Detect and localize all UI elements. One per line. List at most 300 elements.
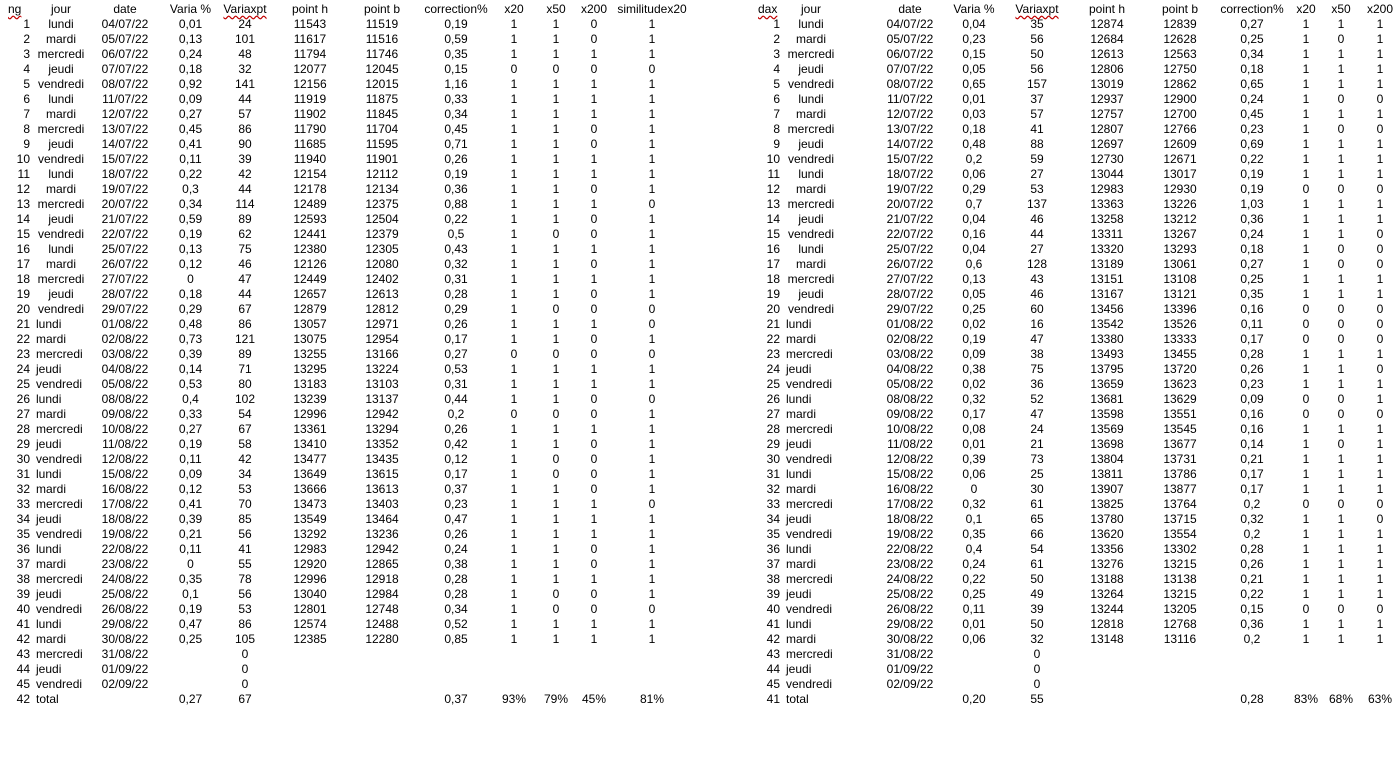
cell-x50[interactable]: 1 <box>552 527 560 541</box>
cell-correction[interactable]: 0,22 <box>444 212 468 226</box>
cell-ng[interactable]: 43 <box>16 647 30 661</box>
cell-x50[interactable]: 0 <box>552 452 560 466</box>
cell-ng[interactable]: 17 <box>16 257 30 271</box>
cell-x20[interactable]: 1 <box>1302 107 1310 121</box>
cell-jour[interactable]: mercredi <box>36 422 83 436</box>
cell-point-h[interactable]: 13292 <box>293 527 327 541</box>
cell-variaxpt[interactable]: 34 <box>238 467 252 481</box>
cell-date[interactable]: 08/07/22 <box>101 77 149 91</box>
cell-point-b[interactable]: 13302 <box>1163 542 1197 556</box>
cell-x50[interactable]: 0 <box>552 347 560 361</box>
cell-ng[interactable]: 42 <box>16 632 30 646</box>
cell-x50[interactable]: 1 <box>552 257 560 271</box>
cell-ng[interactable]: 33 <box>766 497 780 511</box>
cell-point-h[interactable]: 13569 <box>1090 422 1124 436</box>
cell-x200[interactable]: 1 <box>1376 467 1384 481</box>
cell-ng[interactable]: 41 <box>16 617 30 631</box>
cell-ng[interactable]: 13 <box>16 197 30 211</box>
cell-date[interactable]: 29/08/22 <box>101 617 149 631</box>
cell-date[interactable]: 27/07/22 <box>886 272 934 286</box>
cell-date[interactable]: 22/08/22 <box>101 542 149 556</box>
cell-variaxpt[interactable]: 56 <box>1030 62 1044 76</box>
cell-variaxpt[interactable]: 57 <box>238 107 252 121</box>
cell-date[interactable]: 11/07/22 <box>102 92 148 106</box>
cell-point-h[interactable] <box>1082 662 1132 677</box>
cell-varia[interactable]: 0,33 <box>178 407 203 421</box>
cell-varia[interactable]: 0,01 <box>178 17 203 31</box>
cell-x200[interactable]: 1 <box>590 632 598 646</box>
cell-correction[interactable]: 0,59 <box>444 32 468 46</box>
cell-date[interactable]: 09/08/22 <box>886 407 934 421</box>
cell-x20[interactable]: 1 <box>510 137 518 151</box>
cell-x20[interactable]: 1 <box>510 617 518 631</box>
cell-date[interactable]: 30/08/22 <box>886 632 934 646</box>
cell-point-b[interactable]: 13629 <box>1163 392 1197 406</box>
cell-variaxpt[interactable]: 137 <box>1026 197 1048 211</box>
cell-variaxpt[interactable]: 37 <box>1030 92 1044 106</box>
cell-x20[interactable]: 1 <box>510 632 518 646</box>
cell-date[interactable]: 26/08/22 <box>886 602 934 616</box>
cell-point-b[interactable]: 13212 <box>1163 212 1197 226</box>
cell-similitude[interactable]: 1 <box>648 542 656 556</box>
cell-point-h[interactable]: 12380 <box>293 242 327 256</box>
cell-date[interactable]: 08/08/22 <box>886 392 934 406</box>
cell-point-h[interactable]: 13666 <box>293 482 327 496</box>
cell-jour[interactable]: mercredi <box>786 647 833 661</box>
cell-varia[interactable]: 0,18 <box>178 287 203 301</box>
cell-date[interactable]: 08/08/22 <box>101 392 149 406</box>
cell-date[interactable]: 18/07/22 <box>886 167 934 181</box>
cell-ng[interactable]: 3 <box>773 47 780 61</box>
cell-ng[interactable]: 42 <box>766 632 780 646</box>
cell-point-h[interactable]: 13681 <box>1090 392 1124 406</box>
cell-point-b[interactable]: 13435 <box>365 452 399 466</box>
cell-jour[interactable]: mardi <box>795 257 826 271</box>
cell-varia[interactable]: 0,19 <box>178 437 203 451</box>
cell-x200[interactable]: 0 <box>1376 317 1384 331</box>
cell-jour[interactable]: jeudi <box>786 437 812 451</box>
cell-jour[interactable]: mercredi <box>36 572 83 586</box>
cell-varia[interactable]: 0,09 <box>178 92 203 106</box>
cell-correction[interactable]: 0,28 <box>1240 347 1264 361</box>
cell-ng[interactable]: 11 <box>767 167 780 181</box>
cell-x200[interactable]: 0 <box>590 392 598 406</box>
cell-jour[interactable]: lundi <box>798 242 824 256</box>
cell-point-h[interactable]: 12126 <box>293 257 327 271</box>
header-date[interactable]: date <box>113 2 137 16</box>
cell-date[interactable]: 25/07/22 <box>886 242 934 256</box>
total-date[interactable] <box>880 692 940 707</box>
cell-point-h[interactable]: 12983 <box>293 542 327 556</box>
cell-x20[interactable] <box>1294 647 1318 662</box>
cell-x20[interactable]: 0 <box>510 347 518 361</box>
cell-ng[interactable]: 32 <box>16 482 30 496</box>
cell-x20[interactable]: 1 <box>510 317 518 331</box>
cell-point-h[interactable]: 13044 <box>1090 167 1124 181</box>
cell-varia[interactable]: 0,18 <box>962 122 986 136</box>
cell-jour[interactable]: vendredi <box>786 377 833 391</box>
cell-jour[interactable]: lundi <box>786 617 812 631</box>
cell-ng[interactable]: 17 <box>766 257 780 271</box>
cell-x200[interactable]: 0 <box>590 287 598 301</box>
cell-ng[interactable]: 1 <box>23 17 30 31</box>
cell-correction[interactable]: 0,17 <box>1240 467 1264 481</box>
cell-variaxpt[interactable]: 44 <box>1030 227 1044 241</box>
cell-ng[interactable]: 41 <box>766 617 780 631</box>
cell-x20[interactable]: 1 <box>510 227 518 241</box>
cell-ng[interactable]: 5 <box>773 77 780 91</box>
cell-x200[interactable]: 0 <box>1376 302 1384 316</box>
cell-variaxpt[interactable]: 0 <box>241 647 249 661</box>
cell-jour[interactable]: vendredi <box>786 527 833 541</box>
cell-jour[interactable]: mercredi <box>786 347 833 361</box>
cell-variaxpt[interactable]: 101 <box>234 32 256 46</box>
cell-varia[interactable]: 0,29 <box>178 302 203 316</box>
cell-date[interactable]: 05/07/22 <box>101 32 149 46</box>
cell-variaxpt[interactable]: 50 <box>1030 47 1044 61</box>
cell-variaxpt[interactable]: 86 <box>238 317 252 331</box>
cell-ng[interactable]: 34 <box>16 512 30 526</box>
cell-similitude[interactable]: 1 <box>648 182 656 196</box>
cell-x50[interactable]: 1 <box>552 32 560 46</box>
cell-point-h[interactable]: 13907 <box>1090 482 1124 496</box>
cell-point-b[interactable]: 13764 <box>1163 497 1197 511</box>
cell-point-h[interactable]: 13188 <box>1090 572 1124 586</box>
cell-x50[interactable]: 1 <box>1337 482 1345 496</box>
cell-x50[interactable]: 1 <box>552 332 560 346</box>
cell-point-b[interactable]: 13551 <box>1163 407 1197 421</box>
cell-varia[interactable]: 0,59 <box>178 212 203 226</box>
cell-x20[interactable]: 1 <box>510 212 518 226</box>
cell-x20[interactable]: 1 <box>510 182 518 196</box>
cell-ng[interactable]: 20 <box>766 302 780 316</box>
cell-date[interactable]: 19/07/22 <box>886 182 934 196</box>
cell-date[interactable]: 23/08/22 <box>886 557 934 571</box>
cell-point-h[interactable]: 13363 <box>1090 197 1124 211</box>
cell-x50[interactable]: 1 <box>552 197 560 211</box>
cell-date[interactable]: 17/08/22 <box>886 497 934 511</box>
cell-point-h[interactable]: 13320 <box>1090 242 1124 256</box>
cell-correction[interactable]: 0,24 <box>1240 227 1264 241</box>
cell-varia[interactable]: 0,47 <box>178 617 203 631</box>
cell-x50[interactable]: 1 <box>552 137 560 151</box>
cell-correction[interactable]: 0,53 <box>444 362 468 376</box>
cell-jour[interactable]: lundi <box>48 242 74 256</box>
cell-ng[interactable]: 45 <box>766 677 780 691</box>
cell-variaxpt[interactable]: 54 <box>238 407 252 421</box>
cell-varia[interactable]: 0,02 <box>962 377 986 391</box>
cell-varia[interactable] <box>168 647 213 662</box>
cell-x200[interactable]: 1 <box>1376 167 1384 181</box>
cell-varia[interactable]: 0,11 <box>179 452 202 466</box>
cell-variaxpt[interactable]: 38 <box>1030 347 1044 361</box>
cell-x20[interactable]: 1 <box>1302 572 1310 586</box>
cell-x50[interactable]: 0 <box>1337 602 1345 616</box>
cell-point-h[interactable]: 13542 <box>1090 317 1124 331</box>
cell-point-h[interactable]: 13239 <box>293 392 327 406</box>
cell-x20[interactable]: 1 <box>1302 347 1310 361</box>
cell-x50[interactable]: 1 <box>552 107 560 121</box>
cell-jour[interactable]: mardi <box>45 182 76 196</box>
cell-x200[interactable]: 0 <box>590 122 598 136</box>
cell-ng[interactable]: 39 <box>766 587 780 601</box>
header-variaxpt[interactable]: Variaxpt <box>1015 2 1059 16</box>
cell-point-h[interactable]: 13493 <box>1090 347 1124 361</box>
cell-x200[interactable]: 0 <box>590 347 598 361</box>
cell-correction[interactable]: 0,26 <box>444 527 468 541</box>
cell-x20[interactable]: 0 <box>1302 602 1310 616</box>
cell-ng[interactable]: 18 <box>766 272 780 286</box>
cell-ng[interactable]: 26 <box>16 392 30 406</box>
cell-x50[interactable]: 1 <box>552 17 560 31</box>
cell-x200[interactable]: 0 <box>1376 512 1384 526</box>
cell-x20[interactable]: 1 <box>1302 257 1310 271</box>
cell-x20[interactable]: 1 <box>1302 377 1310 391</box>
cell-point-b[interactable]: 13396 <box>1163 302 1197 316</box>
cell-point-b[interactable]: 12748 <box>365 602 399 616</box>
cell-correction[interactable]: 0,17 <box>1240 332 1264 346</box>
cell-x50[interactable] <box>1327 677 1355 692</box>
cell-point-b[interactable]: 13623 <box>1163 377 1197 391</box>
cell-point-b[interactable] <box>357 677 407 692</box>
cell-point-b[interactable]: 11595 <box>365 137 399 151</box>
cell-x20[interactable]: 1 <box>510 122 518 136</box>
cell-date[interactable]: 03/08/22 <box>101 347 149 361</box>
cell-variaxpt[interactable]: 0 <box>241 677 249 691</box>
cell-x200[interactable]: 0 <box>1376 92 1384 106</box>
cell-ng[interactable]: 25 <box>766 377 780 391</box>
cell-ng[interactable]: 30 <box>16 452 30 466</box>
cell-x20[interactable]: 1 <box>1302 557 1310 571</box>
cell-date[interactable]: 16/08/22 <box>101 482 149 496</box>
cell-jour[interactable]: jeudi <box>36 662 62 676</box>
cell-similitude[interactable]: 1 <box>648 452 656 466</box>
cell-similitude[interactable]: 1 <box>648 377 656 391</box>
cell-correction[interactable]: 0,26 <box>444 422 468 436</box>
cell-jour[interactable]: jeudi <box>786 362 812 376</box>
cell-x200[interactable]: 1 <box>1376 377 1384 391</box>
cell-date[interactable]: 01/09/22 <box>886 662 934 676</box>
cell-varia[interactable] <box>950 647 998 662</box>
cell-similitude[interactable]: 1 <box>648 332 656 346</box>
cell-point-h[interactable]: 12156 <box>293 77 327 91</box>
cell-x20[interactable]: 1 <box>510 152 518 166</box>
cell-ng[interactable]: 2 <box>773 32 780 46</box>
cell-correction[interactable]: 1,03 <box>1240 197 1264 211</box>
cell-similitude[interactable]: 0 <box>648 392 656 406</box>
cell-x200[interactable] <box>1364 662 1396 677</box>
cell-variaxpt[interactable]: 121 <box>234 332 256 346</box>
cell-varia[interactable] <box>168 677 213 692</box>
cell-varia[interactable]: 0,17 <box>962 407 986 421</box>
cell-similitude[interactable]: 1 <box>648 77 656 91</box>
cell-point-b[interactable]: 13333 <box>1163 332 1197 346</box>
cell-similitude[interactable]: 1 <box>648 587 656 601</box>
cell-varia[interactable]: 0,23 <box>962 32 986 46</box>
cell-x50[interactable]: 0 <box>1337 182 1345 196</box>
cell-x50[interactable]: 1 <box>1337 587 1345 601</box>
cell-date[interactable]: 09/08/22 <box>101 407 149 421</box>
cell-point-h[interactable]: 12874 <box>1090 17 1124 31</box>
cell-correction[interactable]: 0,27 <box>1240 17 1264 31</box>
cell-point-h[interactable]: 13189 <box>1090 257 1124 271</box>
cell-point-b[interactable]: 12375 <box>365 197 399 211</box>
cell-variaxpt[interactable]: 27 <box>1030 242 1044 256</box>
cell-point-h[interactable]: 13410 <box>293 437 327 451</box>
cell-x50[interactable]: 1 <box>552 392 560 406</box>
cell-jour[interactable]: jeudi <box>48 287 74 301</box>
cell-point-h[interactable]: 13649 <box>293 467 327 481</box>
header-point-h[interactable]: point h <box>291 2 329 16</box>
cell-date[interactable]: 07/07/22 <box>101 62 149 76</box>
total-jour[interactable]: total <box>786 692 809 706</box>
cell-ng[interactable]: 3 <box>23 47 30 61</box>
cell-date[interactable]: 01/08/22 <box>101 317 149 331</box>
cell-x50[interactable] <box>541 647 571 662</box>
cell-x200[interactable]: 0 <box>1376 407 1384 421</box>
cell-correction[interactable] <box>420 647 492 662</box>
cell-x200[interactable]: 0 <box>590 602 598 616</box>
cell-x200[interactable]: 1 <box>590 497 598 511</box>
cell-variaxpt[interactable]: 50 <box>1030 572 1044 586</box>
cell-correction[interactable] <box>1216 662 1288 677</box>
cell-x50[interactable]: 0 <box>1337 122 1345 136</box>
cell-x50[interactable]: 1 <box>552 377 560 391</box>
cell-x50[interactable] <box>541 677 571 692</box>
cell-x20[interactable]: 1 <box>1302 617 1310 631</box>
cell-variaxpt[interactable]: 56 <box>1030 32 1044 46</box>
cell-varia[interactable]: 0,4 <box>965 542 983 556</box>
cell-jour[interactable]: mercredi <box>37 272 85 286</box>
cell-point-b[interactable]: 11704 <box>365 122 399 136</box>
cell-x200[interactable]: 1 <box>590 317 598 331</box>
cell-correction[interactable]: 0,25 <box>1240 272 1264 286</box>
cell-correction[interactable]: 0,24 <box>444 542 468 556</box>
cell-varia[interactable]: 0,05 <box>962 62 986 76</box>
cell-point-b[interactable]: 12971 <box>365 317 399 331</box>
cell-jour[interactable]: vendredi <box>786 677 833 691</box>
cell-x20[interactable]: 1 <box>510 107 518 121</box>
cell-x20[interactable]: 1 <box>1302 362 1310 376</box>
cell-date[interactable]: 14/07/22 <box>886 137 934 151</box>
cell-x200[interactable]: 1 <box>590 92 598 106</box>
cell-x50[interactable]: 1 <box>1337 17 1345 31</box>
cell-variaxpt[interactable]: 89 <box>238 347 252 361</box>
cell-jour[interactable]: mardi <box>795 182 826 196</box>
cell-varia[interactable]: 0,32 <box>962 497 986 511</box>
cell-date[interactable]: 24/08/22 <box>101 572 149 586</box>
cell-point-h[interactable]: 13811 <box>1090 467 1124 481</box>
total-point-b[interactable] <box>1155 692 1205 707</box>
cell-jour[interactable]: vendredi <box>36 602 83 616</box>
cell-similitude[interactable]: 1 <box>648 17 656 31</box>
cell-correction[interactable]: 0,36 <box>444 182 468 196</box>
cell-variaxpt[interactable]: 67 <box>238 422 252 436</box>
cell-x50[interactable]: 1 <box>1337 452 1345 466</box>
cell-correction[interactable]: 0,31 <box>444 272 468 286</box>
cell-x200[interactable]: 1 <box>1376 62 1384 76</box>
cell-point-b[interactable]: 12379 <box>365 227 399 241</box>
cell-variaxpt[interactable]: 105 <box>234 632 256 646</box>
cell-x50[interactable] <box>541 662 571 677</box>
cell-x50[interactable]: 1 <box>552 287 560 301</box>
cell-x50[interactable] <box>1327 662 1355 677</box>
cell-ng[interactable]: 16 <box>16 242 30 256</box>
cell-jour[interactable]: jeudi <box>798 287 824 301</box>
cell-jour[interactable]: lundi <box>798 167 824 181</box>
cell-varia[interactable]: 0,04 <box>962 17 986 31</box>
cell-jour[interactable]: mardi <box>786 557 817 571</box>
cell-x50[interactable]: 1 <box>1337 467 1345 481</box>
cell-x50[interactable]: 1 <box>1337 347 1345 361</box>
cell-x50[interactable]: 0 <box>1337 317 1345 331</box>
cell-x20[interactable]: 0 <box>1302 332 1310 346</box>
cell-variaxpt[interactable]: 0 <box>1033 677 1041 691</box>
cell-jour[interactable]: jeudi <box>798 212 824 226</box>
cell-point-h[interactable] <box>1082 677 1132 692</box>
cell-x20[interactable] <box>1294 677 1318 692</box>
cell-point-b[interactable]: 12766 <box>1163 122 1197 136</box>
cell-correction[interactable]: 0,43 <box>444 242 468 256</box>
cell-jour[interactable]: jeudi <box>786 512 812 526</box>
cell-correction[interactable]: 0,85 <box>444 632 468 646</box>
cell-x200[interactable]: 1 <box>590 77 598 91</box>
cell-x50[interactable]: 0 <box>552 602 560 616</box>
cell-x200[interactable]: 1 <box>1376 107 1384 121</box>
cell-varia[interactable]: 0,6 <box>965 257 983 271</box>
cell-jour[interactable]: jeudi <box>48 137 74 151</box>
cell-x50[interactable]: 0 <box>552 467 560 481</box>
cell-ng[interactable]: 21 <box>766 317 780 331</box>
cell-point-h[interactable]: 13264 <box>1090 587 1124 601</box>
cell-date[interactable]: 14/07/22 <box>101 137 149 151</box>
cell-x20[interactable]: 1 <box>1302 482 1310 496</box>
cell-point-b[interactable]: 13293 <box>1163 242 1197 256</box>
header-similitude[interactable]: similitudex20 <box>617 2 687 16</box>
cell-x50[interactable]: 1 <box>552 617 560 631</box>
cell-similitude[interactable]: 1 <box>648 632 656 646</box>
cell-similitude[interactable]: 0 <box>648 602 656 616</box>
total-x200[interactable]: 63% <box>1367 692 1393 706</box>
cell-correction[interactable]: 0,2 <box>1243 497 1261 511</box>
cell-x50[interactable]: 1 <box>1337 377 1345 391</box>
cell-point-h[interactable] <box>285 677 335 692</box>
cell-x20[interactable]: 1 <box>510 362 518 376</box>
cell-variaxpt[interactable]: 0 <box>1033 662 1041 676</box>
total-point-h[interactable] <box>1082 692 1132 707</box>
cell-jour[interactable]: vendredi <box>36 377 83 391</box>
cell-date[interactable]: 12/08/22 <box>101 452 149 466</box>
cell-correction[interactable]: 0,09 <box>1240 392 1264 406</box>
cell-x200[interactable]: 0 <box>1376 332 1384 346</box>
header-x200[interactable]: x200 <box>1366 2 1394 16</box>
cell-jour[interactable]: lundi <box>36 542 62 556</box>
cell-jour[interactable]: lundi <box>786 542 812 556</box>
cell-x200[interactable]: 1 <box>1376 482 1384 496</box>
cell-varia[interactable]: 0,65 <box>962 77 986 91</box>
cell-varia[interactable]: 0,04 <box>962 212 986 226</box>
cell-x200[interactable]: 0 <box>590 467 598 481</box>
cell-point-b[interactable]: 12609 <box>1163 137 1197 151</box>
cell-point-b[interactable]: 12504 <box>365 212 399 226</box>
cell-varia[interactable]: 0,01 <box>962 437 986 451</box>
cell-x200[interactable]: 1 <box>590 527 598 541</box>
cell-variaxpt[interactable]: 80 <box>238 377 252 391</box>
cell-x20[interactable] <box>1294 662 1318 677</box>
cell-x50[interactable]: 1 <box>552 122 560 136</box>
cell-varia[interactable]: 0,13 <box>962 272 986 286</box>
cell-point-b[interactable]: 12930 <box>1163 182 1197 196</box>
